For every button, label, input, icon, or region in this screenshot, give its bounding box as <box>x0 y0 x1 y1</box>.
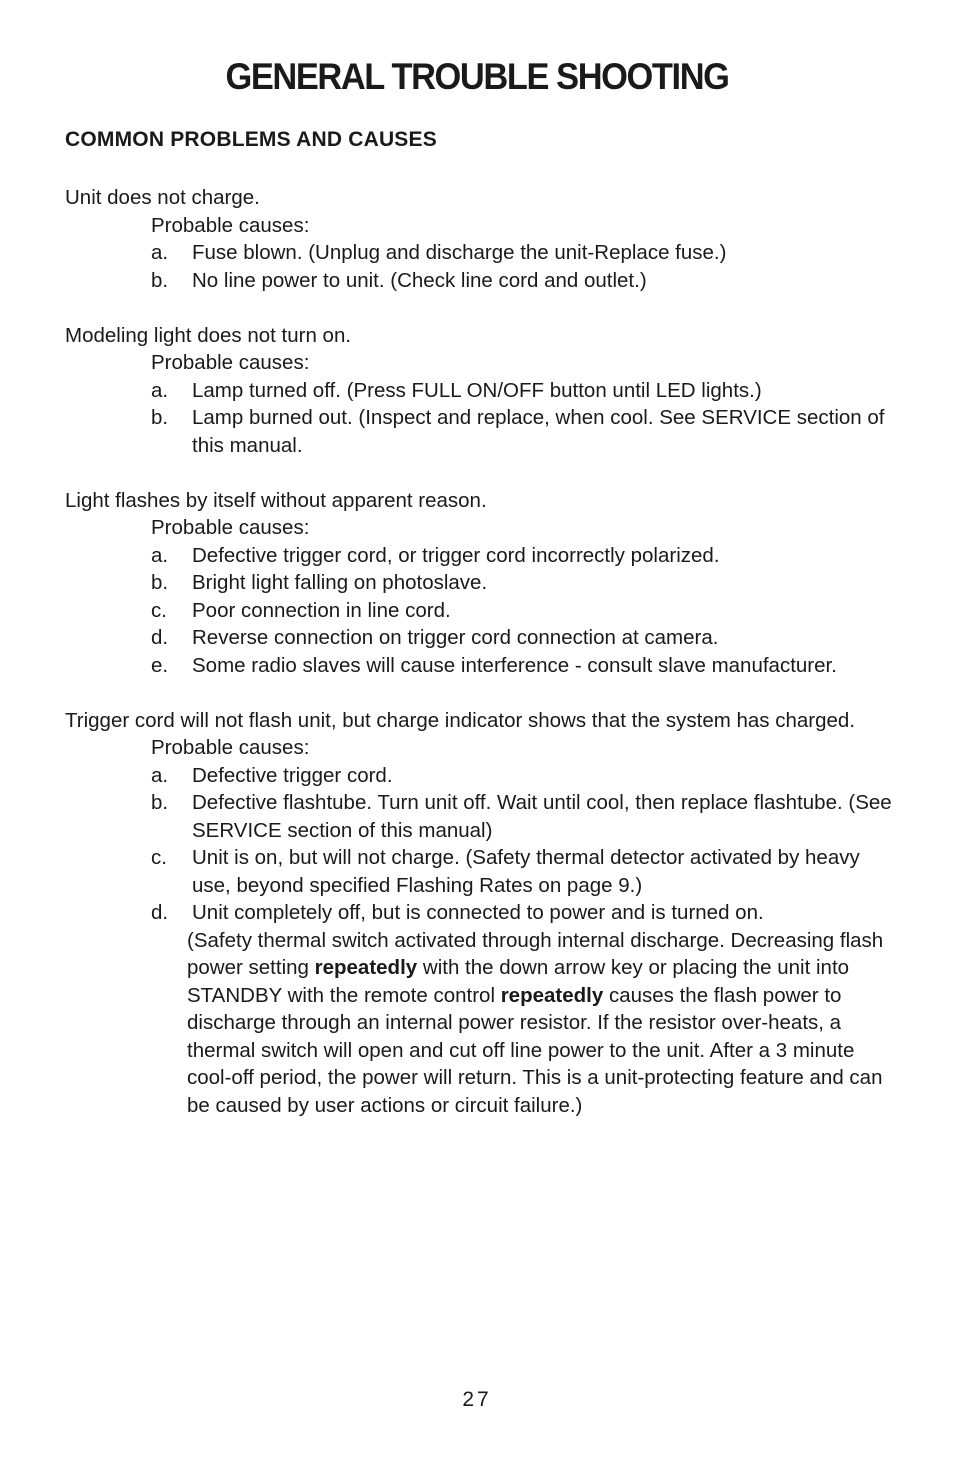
cause-letter: b. <box>151 406 169 429</box>
cause-letter: a. <box>151 763 169 787</box>
cause-letter: b. <box>151 791 169 814</box>
cause-detail-text: causes the flash power to discharge through an internal power resistor. If the resistor over-heats, a thermal switch will open and cut off line power to the unit. After a 3 minute cool-off period, the power will return. This is a unit-protecting feature and can be caused by user actions or circuit failure.) <box>187 983 883 1117</box>
troubleshooting-list <box>65 184 895 1147</box>
cause-letter: b. <box>151 571 169 594</box>
cause-letter: a. <box>151 543 169 567</box>
emphasis-text: repeatedly <box>500 983 604 1007</box>
problem-statement: Unit does not charge. <box>65 186 260 209</box>
cause-item <box>151 239 895 267</box>
cause-letter: d. <box>151 626 169 649</box>
cause-text: Unit completely off, but is connected to power and is turned on. <box>192 901 764 924</box>
causes-label: Probable causes: <box>151 213 310 237</box>
cause-letter: e. <box>151 653 169 677</box>
cause-item <box>151 597 895 625</box>
cause-text: Lamp burned out. (Inspect and replace, when cool. See SERVICE section of this manual. <box>192 406 885 457</box>
problem-block <box>65 322 895 460</box>
cause-item <box>151 899 895 927</box>
cause-detail-text: (Safety thermal switch activated through internal discharge. Decreasing flash power setting <box>187 928 884 979</box>
cause-item <box>151 377 895 405</box>
cause-letter: b. <box>151 268 169 292</box>
causes-label: Probable causes: <box>151 516 310 539</box>
cause-text: Bright light falling on photoslave. <box>192 571 488 594</box>
cause-item <box>151 404 895 459</box>
cause-text: Defective flashtube. Turn unit off. Wait until cool, then replace flashtube. (See SERVICE section of this manual) <box>192 791 892 842</box>
cause-item <box>151 542 895 570</box>
page-number: 27 <box>462 1388 492 1411</box>
cause-item <box>151 569 895 597</box>
cause-text: No line power to unit. (Check line cord and outlet.) <box>192 268 647 292</box>
cause-text: Defective trigger cord, or trigger cord incorrectly polarized. <box>192 543 720 567</box>
cause-text: Defective trigger cord. <box>192 763 393 787</box>
problem-statement: Trigger cord will not flash unit, but charge indicator shows that the system has charged. <box>65 708 856 732</box>
cause-letter: c. <box>151 598 167 622</box>
cause-letter: d. <box>151 901 169 924</box>
cause-item <box>151 652 895 680</box>
cause-item <box>151 762 895 790</box>
cause-letter: a. <box>151 378 169 402</box>
cause-text: Lamp turned off. (Press FULL ON/OFF button until LED lights.) <box>192 378 762 402</box>
cause-detail-paragraph <box>187 927 895 1120</box>
page-title: GENERAL TROUBLE SHOOTING <box>225 56 729 97</box>
section-heading: COMMON PROBLEMS AND CAUSES <box>65 128 437 151</box>
problem-statement: Light flashes by itself without apparent reason. <box>65 488 487 512</box>
cause-text: Unit is on, but will not charge. (Safety thermal detector activated by heavy use, beyond specified Flashing Rates on page 9.) <box>192 846 860 897</box>
problem-block <box>65 487 895 680</box>
causes-label: Probable causes: <box>151 736 310 759</box>
problem-block <box>65 184 895 294</box>
cause-letter: c. <box>151 846 167 869</box>
causes-label: Probable causes: <box>151 351 310 374</box>
cause-text: Some radio slaves will cause interference - consult slave manufacturer. <box>192 653 837 677</box>
cause-item <box>151 844 895 899</box>
cause-item <box>151 624 895 652</box>
cause-item <box>151 267 895 295</box>
emphasis-text: repeatedly <box>314 956 418 979</box>
cause-text: Poor connection in line cord. <box>192 598 451 622</box>
cause-text: Fuse blown. (Unplug and discharge the unit-Replace fuse.) <box>192 241 727 264</box>
cause-detail-text: with the down arrow key or placing the unit into STANDBY with the remote control <box>187 956 850 1007</box>
cause-item <box>151 789 895 844</box>
cause-letter: a. <box>151 241 169 264</box>
problem-block <box>65 707 895 1120</box>
problem-statement: Modeling light does not turn on. <box>65 323 352 347</box>
cause-text: Reverse connection on trigger cord connection at camera. <box>192 626 719 649</box>
